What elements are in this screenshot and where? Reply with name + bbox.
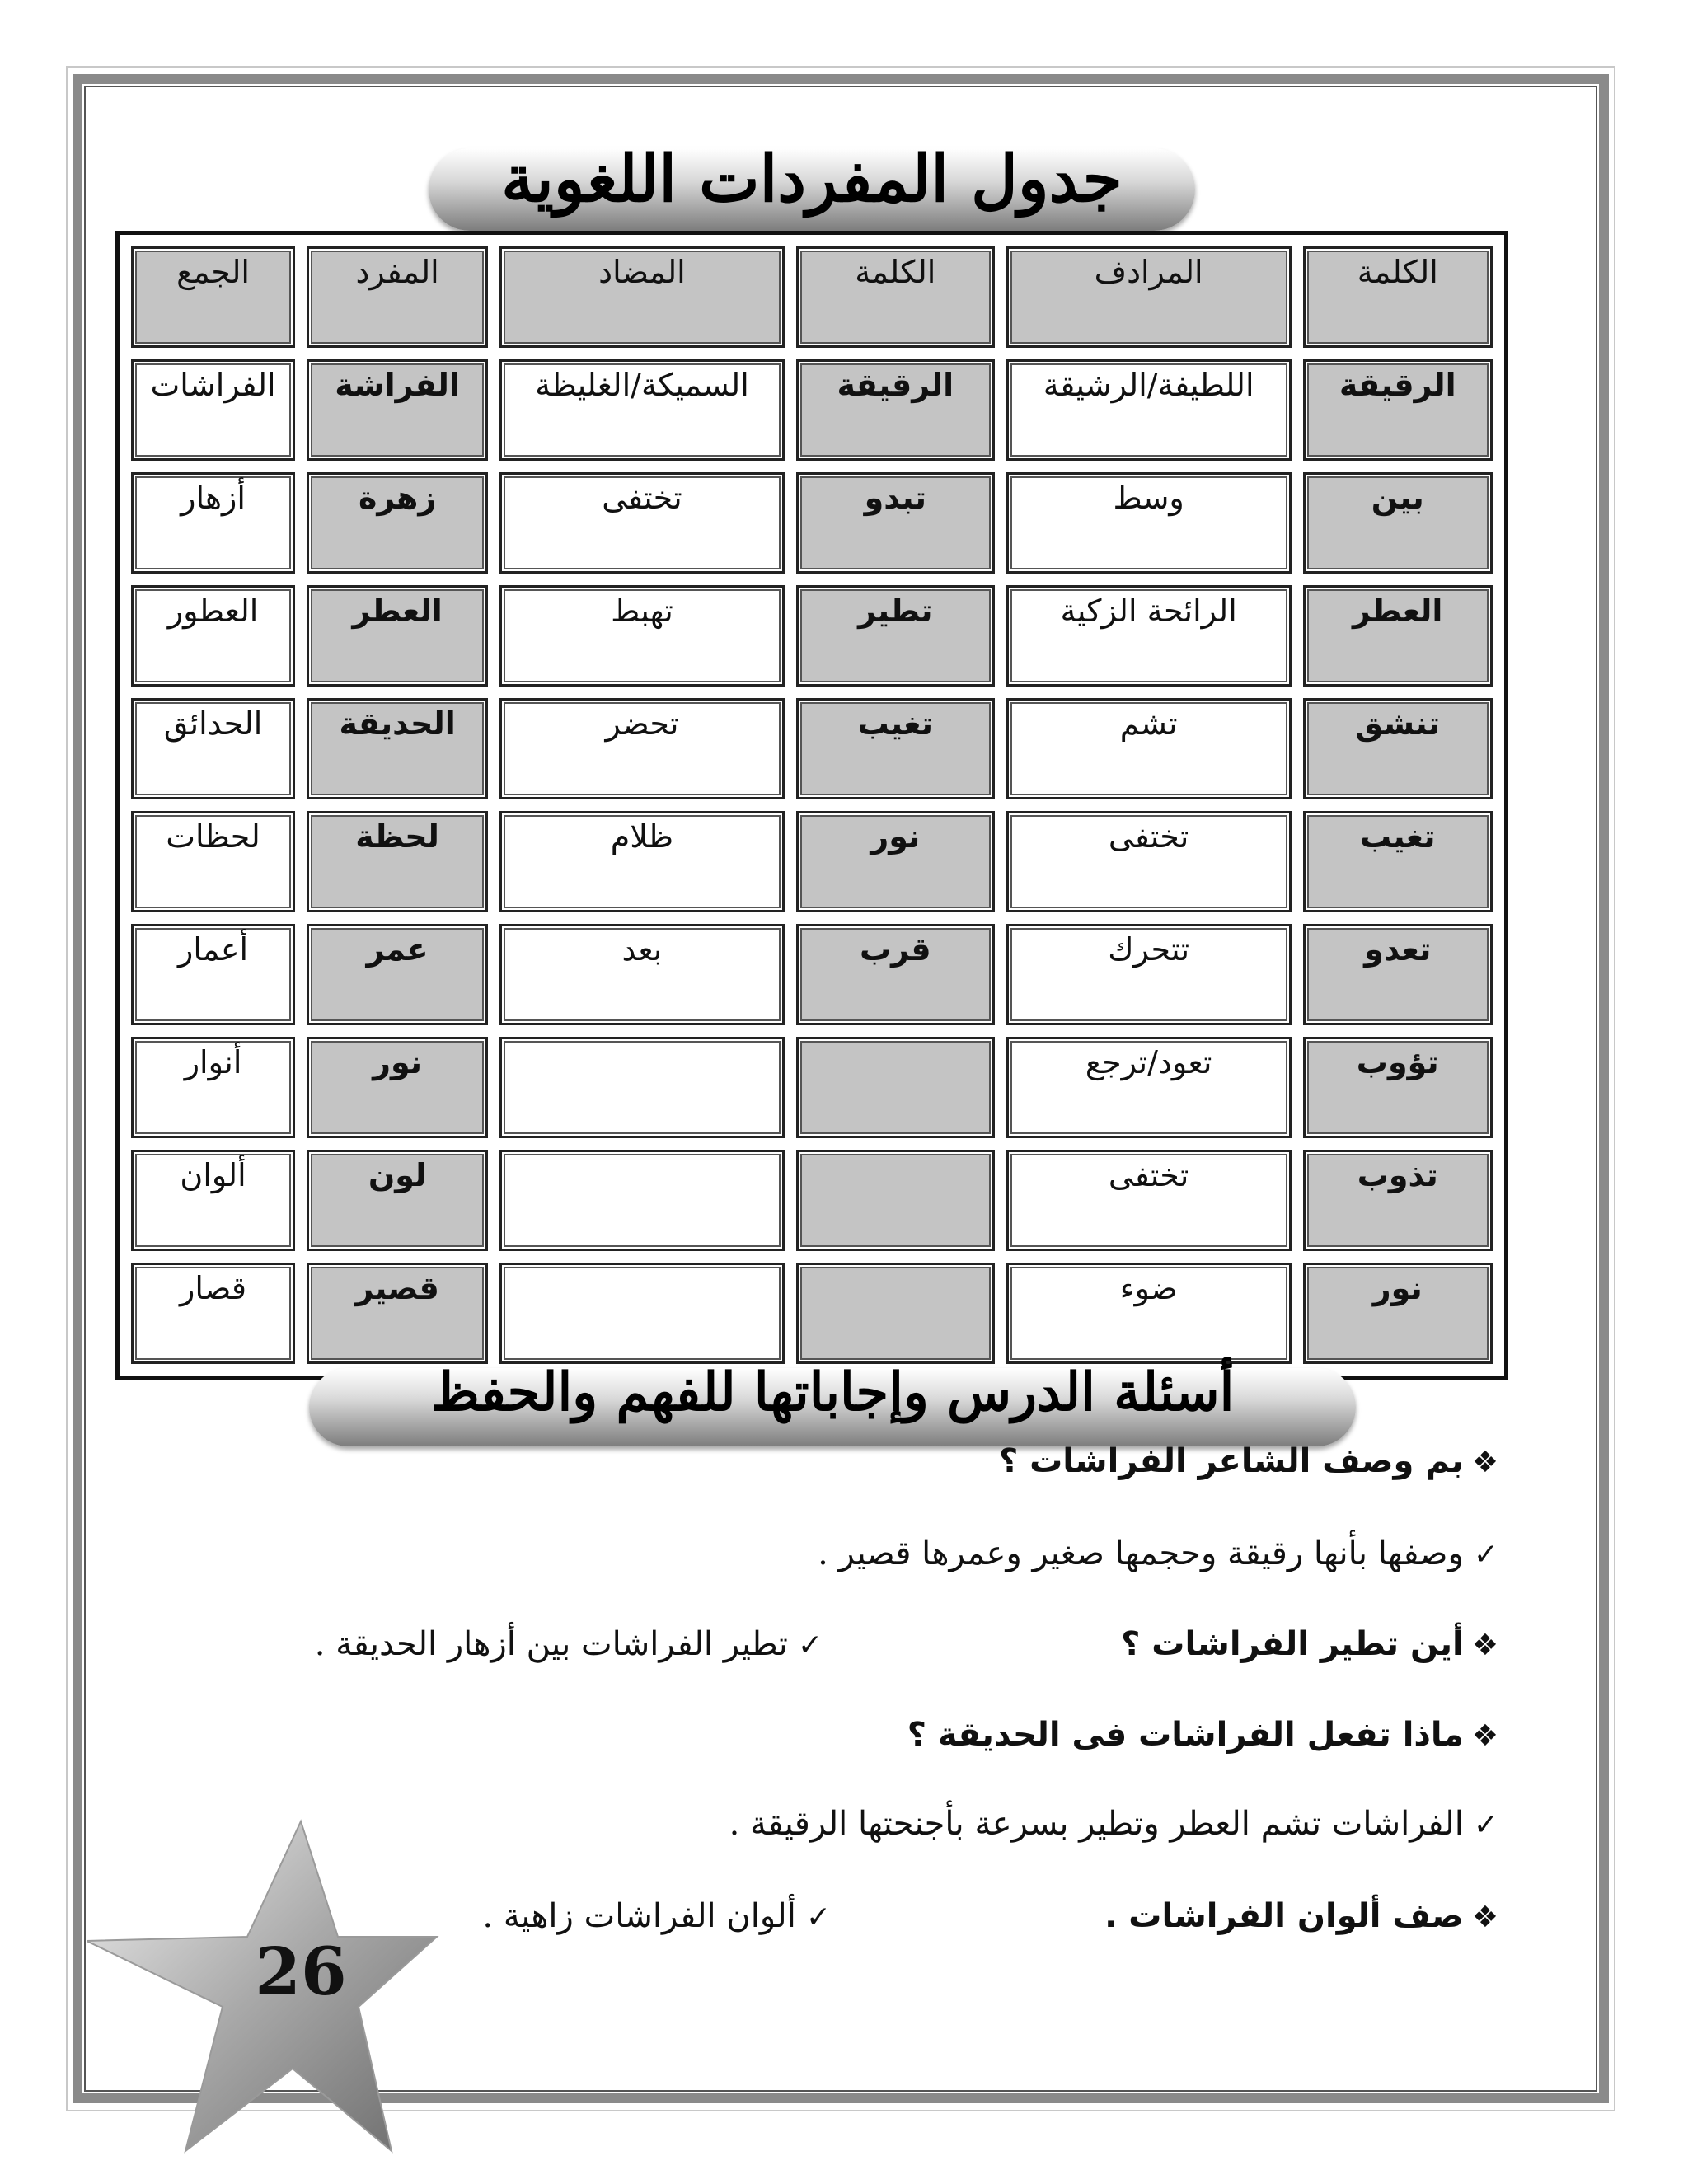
cell-singular: لحظة bbox=[307, 811, 488, 912]
cell-word-2 bbox=[796, 1263, 995, 1364]
header-plural: الجمع bbox=[131, 246, 295, 348]
cell-plural: ألوان bbox=[131, 1150, 295, 1251]
diamond-bullet-icon: ❖ bbox=[1471, 1900, 1498, 1934]
page-title: جدول المفردات اللغوية bbox=[501, 142, 1123, 217]
question-3: ❖ماذا تفعل الفراشات فى الحديقة ؟ bbox=[907, 1716, 1498, 1754]
cell-word: الرقيقة bbox=[1303, 359, 1493, 461]
cell-word-2: تبدو bbox=[796, 472, 995, 574]
table-row bbox=[131, 472, 1493, 574]
cell-synonym: تشم bbox=[1006, 698, 1292, 799]
check-mark-icon: ✓ bbox=[1473, 1538, 1498, 1572]
table-row bbox=[131, 924, 1493, 1025]
header-word: الكلمة bbox=[1303, 246, 1493, 348]
answer-4: ✓ألوان الفراشات زاهية . bbox=[482, 1897, 831, 1935]
question-1: ❖بم وصف الشاعر الفراشات ؟ bbox=[998, 1442, 1498, 1480]
cell-antonym bbox=[499, 1263, 785, 1364]
cell-antonym bbox=[499, 1037, 785, 1138]
cell-plural: الفراشات bbox=[131, 359, 295, 461]
cell-word-2: تغيب bbox=[796, 698, 995, 799]
cell-plural: الحدائق bbox=[131, 698, 295, 799]
cell-plural: أنوار bbox=[131, 1037, 295, 1138]
cell-antonym: ظلام bbox=[499, 811, 785, 912]
answer-1: ✓وصفها بأنها رقيقة وحجمها صغير وعمرها قصير . bbox=[818, 1535, 1498, 1572]
check-mark-icon: ✓ bbox=[797, 1629, 823, 1662]
table-row bbox=[131, 1263, 1493, 1364]
vocabulary-table bbox=[115, 231, 1508, 1380]
cell-singular: لون bbox=[307, 1150, 488, 1251]
diamond-bullet-icon: ❖ bbox=[1471, 1719, 1498, 1753]
cell-synonym: تتحرك bbox=[1006, 924, 1292, 1025]
header-antonym: المضاد bbox=[499, 246, 785, 348]
diamond-bullet-icon: ❖ bbox=[1471, 1629, 1498, 1662]
cell-word: نور bbox=[1303, 1263, 1493, 1364]
cell-word-2 bbox=[796, 1150, 995, 1251]
cell-word-2: تطير bbox=[796, 585, 995, 687]
cell-antonym: تهبط bbox=[499, 585, 785, 687]
cell-word: تؤوب bbox=[1303, 1037, 1493, 1138]
table-row bbox=[131, 1150, 1493, 1251]
cell-synonym: الرائحة الزكية bbox=[1006, 585, 1292, 687]
diamond-bullet-icon: ❖ bbox=[1471, 1446, 1498, 1479]
header-synonym: المرادف bbox=[1006, 246, 1292, 348]
cell-antonym bbox=[499, 1150, 785, 1251]
cell-word-2: الرقيقة bbox=[796, 359, 995, 461]
cell-word-2 bbox=[796, 1037, 995, 1138]
cell-antonym: بعد bbox=[499, 924, 785, 1025]
cell-singular: عمر bbox=[307, 924, 488, 1025]
cell-word-2: قرب bbox=[796, 924, 995, 1025]
cell-synonym: تختفى bbox=[1006, 1150, 1292, 1251]
cell-plural: لحظات bbox=[131, 811, 295, 912]
answer-2: ✓تطير الفراشات بين أزهار الحديقة . bbox=[314, 1625, 823, 1663]
table-row bbox=[131, 585, 1493, 687]
cell-synonym: تعود/ترجع bbox=[1006, 1037, 1292, 1138]
cell-singular: الحديقة bbox=[307, 698, 488, 799]
cell-synonym: اللطيفة/الرشيقة bbox=[1006, 359, 1292, 461]
table-header-row bbox=[131, 246, 1493, 348]
cell-antonym: السميكة/الغليظة bbox=[499, 359, 785, 461]
cell-word: تذوب bbox=[1303, 1150, 1493, 1251]
table-row bbox=[131, 811, 1493, 912]
cell-singular: زهرة bbox=[307, 472, 488, 574]
cell-plural: العطور bbox=[131, 585, 295, 687]
cell-plural: قصار bbox=[131, 1263, 295, 1364]
cell-antonym: تحضر bbox=[499, 698, 785, 799]
table-row bbox=[131, 359, 1493, 461]
table-row bbox=[131, 1037, 1493, 1138]
section-title: أسئلة الدرس وإجاباتها للفهم والحفظ bbox=[430, 1361, 1235, 1423]
answer-3: ✓الفراشات تشم العطر وتطير بسرعة بأجنحتها الرقيقة . bbox=[729, 1805, 1498, 1843]
cell-plural: أعمار bbox=[131, 924, 295, 1025]
cell-synonym: وسط bbox=[1006, 472, 1292, 574]
cell-word: تعدو bbox=[1303, 924, 1493, 1025]
check-mark-icon: ✓ bbox=[805, 1900, 831, 1934]
check-mark-icon: ✓ bbox=[1473, 1808, 1498, 1842]
cell-synonym: ضوء bbox=[1006, 1263, 1292, 1364]
question-4: ❖صف ألوان الفراشات . bbox=[1104, 1897, 1498, 1935]
cell-plural: أزهار bbox=[131, 472, 295, 574]
question-2: ❖أين تطير الفراشات ؟ bbox=[1121, 1625, 1498, 1663]
cell-word: تنشق bbox=[1303, 698, 1493, 799]
cell-singular: العطر bbox=[307, 585, 488, 687]
cell-synonym: تختفى bbox=[1006, 811, 1292, 912]
cell-word: بين bbox=[1303, 472, 1493, 574]
cell-singular: نور bbox=[307, 1037, 488, 1138]
cell-word: العطر bbox=[1303, 585, 1493, 687]
cell-word-2: نور bbox=[796, 811, 995, 912]
page-number: 26 bbox=[255, 1933, 347, 2010]
cell-antonym: تختفى bbox=[499, 472, 785, 574]
table-row bbox=[131, 698, 1493, 799]
header-singular: المفرد bbox=[307, 246, 488, 348]
cell-singular: الفراشة bbox=[307, 359, 488, 461]
cell-singular: قصير bbox=[307, 1263, 488, 1364]
cell-word: تغيب bbox=[1303, 811, 1493, 912]
header-word-2: الكلمة bbox=[796, 246, 995, 348]
